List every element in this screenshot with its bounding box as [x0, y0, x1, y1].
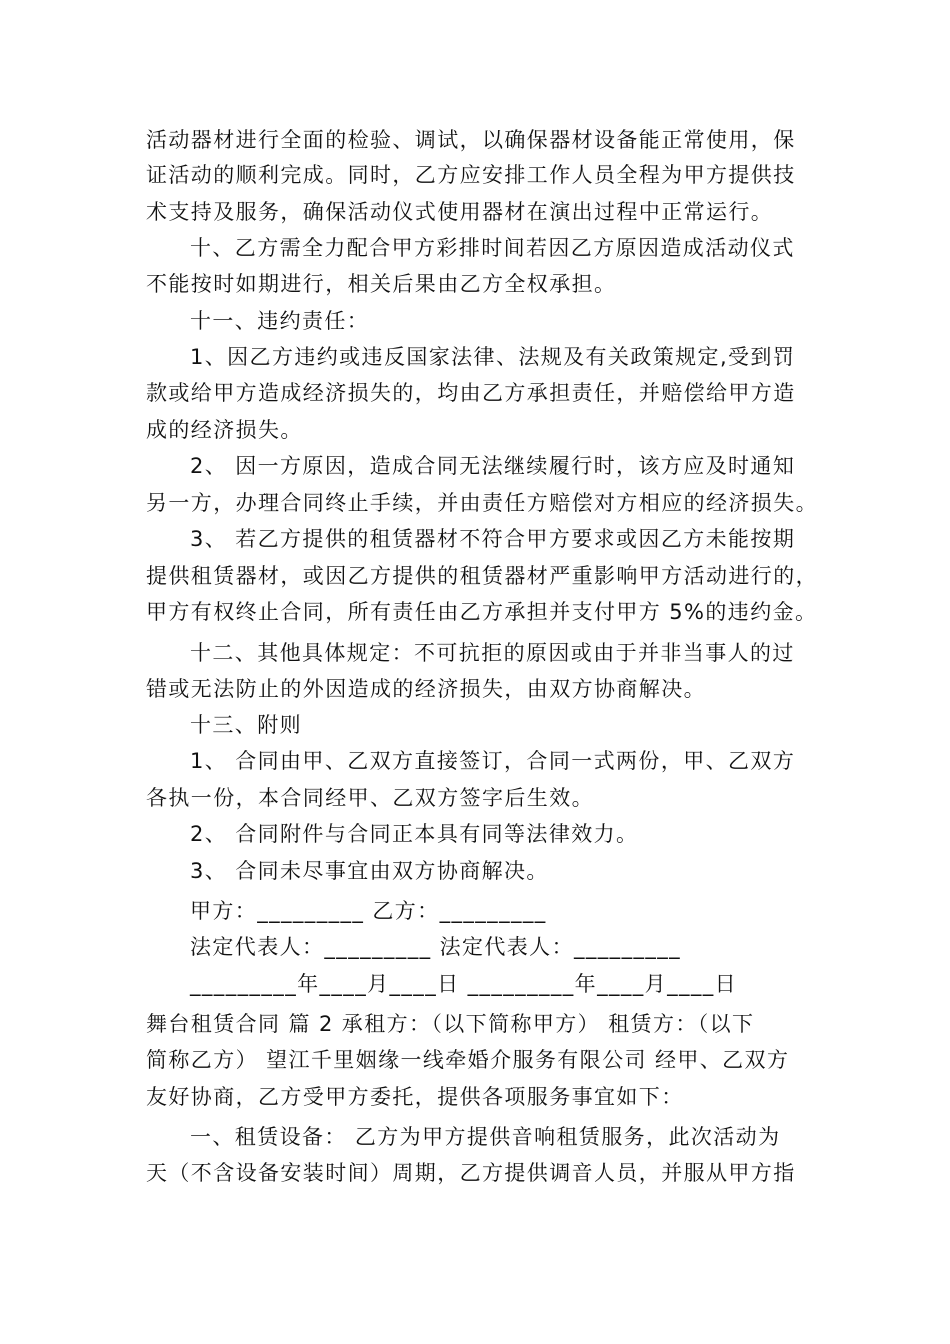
paragraph-line: 成的经济损失。 [146, 418, 303, 442]
section-heading: 十一、违约责任： [190, 309, 370, 333]
signature-line: 甲方：_________ 乙方：_________ [190, 899, 547, 923]
signature-line: 法定代表人：_________ 法定代表人：_________ [190, 935, 682, 959]
paragraph-line: 天（不含设备安装时间）周期，乙方提供调音人员，并服从甲方指 [146, 1161, 796, 1185]
paragraph-line: 错或无法防止的外因造成的经济损失，由双方协商解决。 [146, 677, 706, 701]
paragraph-line: 1、因乙方违约或违反国家法律、法规及有关政策规定,受到罚 [190, 345, 796, 369]
paragraph-line: 提供租赁器材，或因乙方提供的租赁器材严重影响甲方活动进行的， [146, 564, 818, 588]
paragraph-line: 不能按时如期进行，相关后果由乙方全权承担。 [146, 272, 617, 296]
paragraph-line: 活动器材进行全面的检验、调试，以确保器材设备能正常使用，保 [146, 128, 796, 152]
paragraph-line: 友好协商，乙方受甲方委托，提供各项服务事宜如下： [146, 1085, 684, 1109]
paragraph-line: 一、租赁设备： 乙方为甲方提供音响租赁服务，此次活动为 [190, 1125, 781, 1149]
paragraph-line: 简称乙方） 望江千里姻缘一线牵婚介服务有限公司 经甲、乙双方 [146, 1048, 790, 1072]
paragraph-line: 3、 若乙方提供的租赁器材不符合甲方要求或因乙方未能按期 [190, 527, 796, 551]
paragraph-line: 十、乙方需全力配合甲方彩排时间若因乙方原因造成活动仪式 [190, 236, 795, 260]
paragraph-line: 2、 因一方原因，造成合同无法继续履行时，该方应及时通知 [190, 454, 796, 478]
paragraph-line: 十二、其他具体规定：不可抗拒的原因或由于并非当事人的过 [190, 641, 795, 665]
paragraph-line: 2、 合同附件与合同正本具有同等法律效力。 [190, 822, 639, 846]
paragraph-line: 3、 合同未尽事宜由双方协商解决。 [190, 859, 549, 883]
date-line: _________年____月____日 _________年____月____日 [190, 972, 738, 996]
paragraph-line: 舞台租赁合同 篇 2 承租方：（以下简称甲方） 租赁方：（以下 [146, 1012, 755, 1036]
paragraph-line: 1、 合同由甲、乙双方直接签订，合同一式两份，甲、乙双方 [190, 749, 796, 773]
paragraph-line: 术支持及服务，确保活动仪式使用器材在演出过程中正常运行。 [146, 200, 774, 224]
section-heading: 十三、附则 [190, 713, 302, 737]
paragraph-line: 甲方有权终止合同，所有责任由乙方承担并支付甲方 5%的违约金。 [146, 600, 818, 624]
paragraph-line: 另一方，办理合同终止手续，并由责任方赔偿对方相应的经济损失。 [146, 491, 818, 515]
paragraph-line: 证活动的顺利完成。同时，乙方应安排工作人员全程为甲方提供技 [146, 163, 796, 187]
paragraph-line: 款或给甲方造成经济损失的，均由乙方承担责任，并赔偿给甲方造 [146, 381, 796, 405]
paragraph-line: 各执一份，本合同经甲、乙双方签字后生效。 [146, 786, 594, 810]
